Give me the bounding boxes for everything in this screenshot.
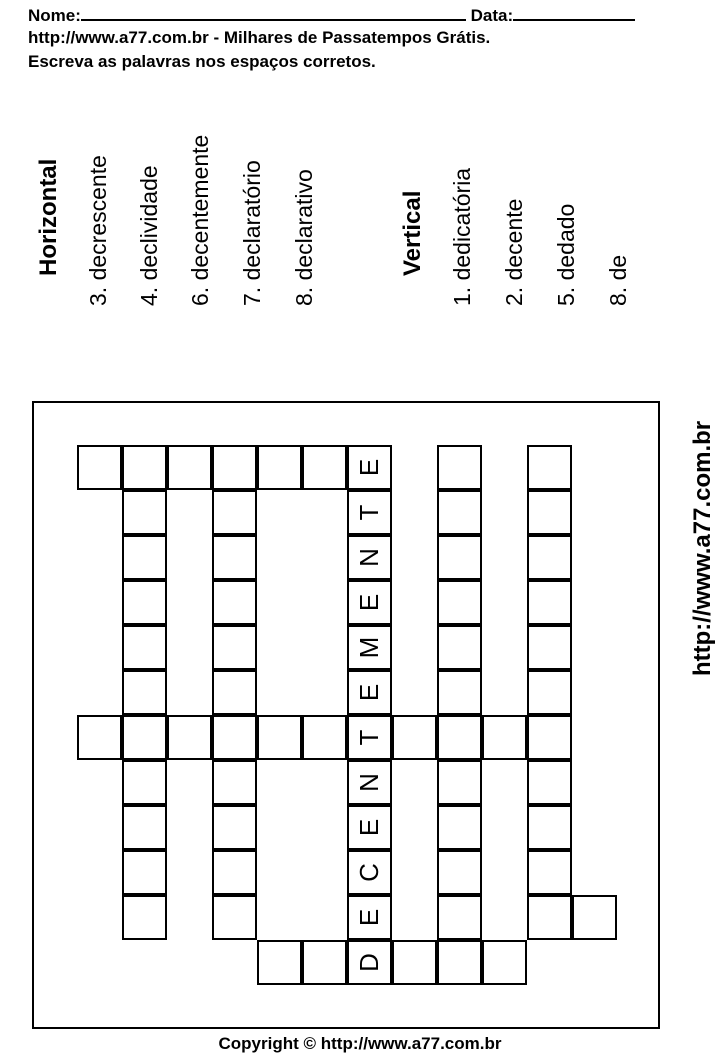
crossword-cell[interactable] [527,760,572,805]
vertical-title: Vertical [399,190,426,276]
crossword-cell[interactable] [122,445,167,490]
crossword-cell[interactable] [527,850,572,895]
crossword-cell[interactable] [302,715,347,760]
crossword-cell[interactable] [302,445,347,490]
crossword-cell[interactable] [77,445,122,490]
crossword-cell[interactable] [122,895,167,940]
crossword-cell[interactable] [527,715,572,760]
crossword-cell[interactable] [527,490,572,535]
filled-letter: T [354,504,384,521]
crossword-cell[interactable] [527,805,572,850]
crossword-cell[interactable] [77,715,122,760]
crossword-cell[interactable] [437,625,482,670]
crossword-cell[interactable] [572,895,617,940]
vertical-clue: 2. decente [501,198,527,306]
crossword-cell[interactable] [122,715,167,760]
name-field-line[interactable] [81,3,466,21]
crossword-cell[interactable] [437,670,482,715]
instruction-line: Escreva as palavras nos espaços corretos. [28,52,376,71]
filled-letter: E [354,683,384,702]
horizontal-clue: 6. decentemente [187,134,213,306]
crossword-cell[interactable] [302,940,347,985]
filled-letter: T [354,729,384,746]
crossword-cell[interactable] [437,895,482,940]
crossword-cell[interactable] [527,535,572,580]
filled-letter: E [354,458,384,477]
filled-letter: N [354,548,384,567]
crossword-cell[interactable] [122,625,167,670]
crossword-cell[interactable] [527,625,572,670]
filled-letter: E [354,908,384,927]
crossword-cell[interactable] [437,850,482,895]
crossword-cell[interactable] [122,490,167,535]
crossword-cell[interactable] [437,940,482,985]
horizontal-clue: 4. declividade [136,165,162,306]
crossword-cell[interactable] [212,490,257,535]
crossword-cell[interactable] [392,715,437,760]
crossword-cell[interactable] [482,940,527,985]
crossword-cell[interactable] [527,445,572,490]
crossword-cell[interactable] [212,670,257,715]
crossword-cell[interactable] [122,805,167,850]
crossword-cell[interactable] [212,805,257,850]
horizontal-clue: 8. declarativo [291,169,317,306]
crossword-cell[interactable] [257,445,302,490]
crossword-cell[interactable] [122,850,167,895]
horizontal-title: Horizontal [35,158,62,276]
crossword-cell[interactable] [212,715,257,760]
crossword-cell[interactable] [527,580,572,625]
crossword-cell[interactable] [212,445,257,490]
name-label: Nome: [28,6,81,25]
crossword-cell[interactable] [167,715,212,760]
crossword-cell[interactable] [527,895,572,940]
crossword-cell[interactable] [482,715,527,760]
crossword-cell[interactable] [212,850,257,895]
crossword-cell[interactable] [257,715,302,760]
crossword-cell[interactable] [212,895,257,940]
horizontal-clue: 3. decrescente [85,155,111,306]
crossword-cell[interactable] [437,760,482,805]
crossword-cell[interactable] [437,445,482,490]
copyright: Copyright © http://www.a77.com.br [218,1034,502,1053]
crossword-cell[interactable] [167,445,212,490]
crossword-cell[interactable] [122,670,167,715]
crossword-cell[interactable] [437,490,482,535]
crossword-cell[interactable] [437,715,482,760]
crossword-cell[interactable] [122,580,167,625]
crossword-cell[interactable] [212,535,257,580]
crossword-cell[interactable] [437,580,482,625]
vertical-clue: 5. dedado [553,203,579,306]
crossword-cell[interactable] [212,580,257,625]
site-line: http://www.a77.com.br - Milhares de Passatempos Grátis. [28,28,491,47]
filled-letter: M [354,636,384,659]
crossword-cell[interactable] [122,760,167,805]
crossword-cell[interactable] [212,760,257,805]
crossword-cell[interactable] [257,940,302,985]
filled-letter: C [354,863,384,882]
filled-letter: E [354,593,384,612]
date-label: Data: [470,6,514,25]
horizontal-clue: 7. declaratório [239,160,265,306]
date-field-line[interactable] [513,3,635,21]
crossword-cell[interactable] [527,670,572,715]
crossword-cell[interactable] [122,535,167,580]
vertical-clue: 8. de [605,254,631,306]
name-date-line [28,3,635,26]
crossword-cell[interactable] [437,805,482,850]
crossword-cell[interactable] [392,940,437,985]
crossword-cell[interactable] [437,535,482,580]
filled-letter: D [354,953,384,972]
filled-letter: E [354,818,384,837]
vertical-clue: 1. dedicatória [449,167,475,306]
side-url: http://www.a77.com.br [689,420,716,676]
filled-letter: N [354,773,384,792]
crossword-cell[interactable] [212,625,257,670]
